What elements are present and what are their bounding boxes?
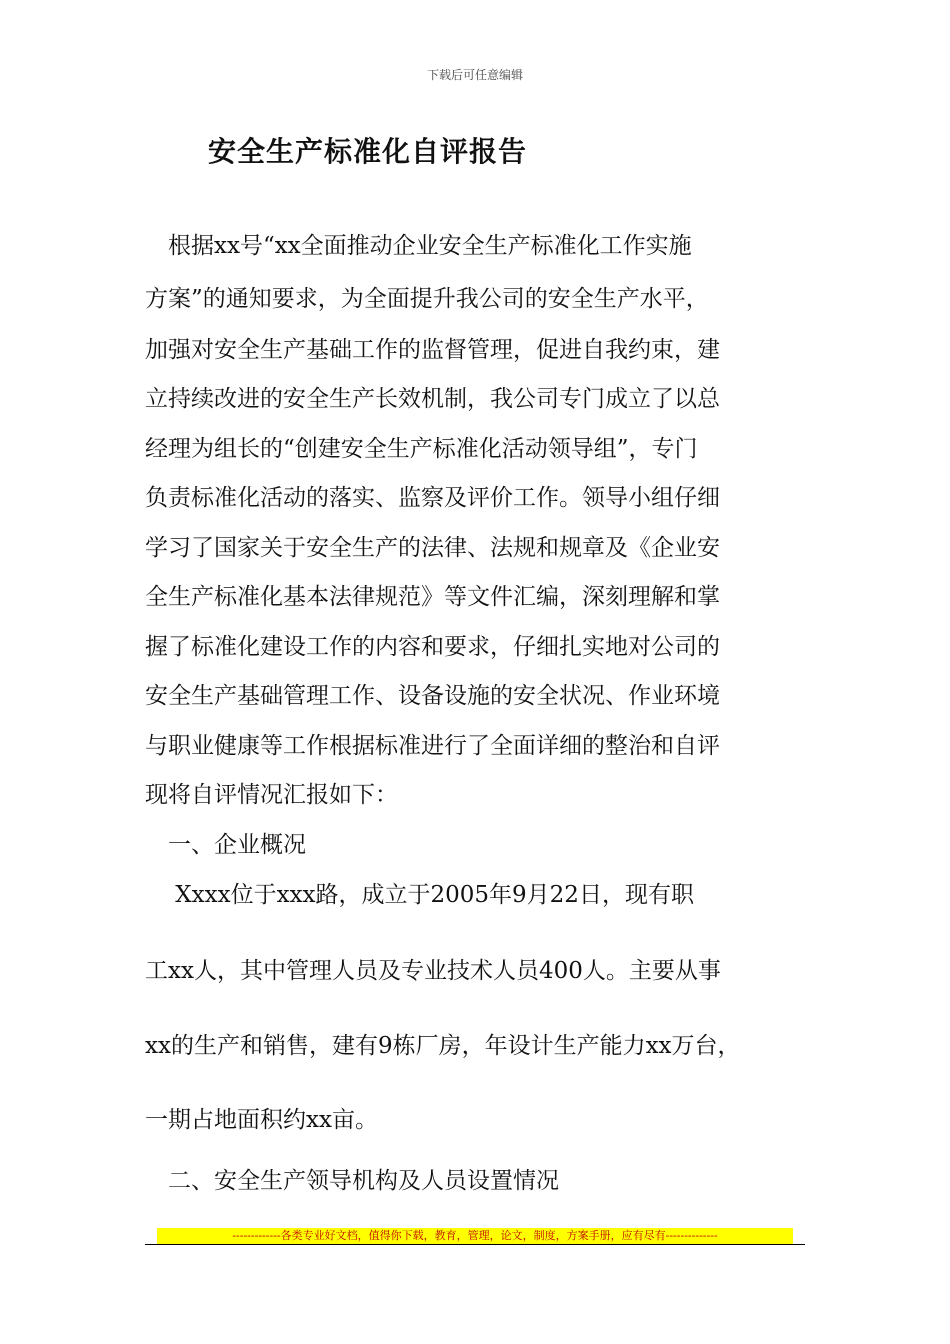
paragraph-line: 根据xx号“xx全面推动企业安全生产标准化工作实施	[145, 233, 692, 259]
footer-divider	[145, 1244, 805, 1245]
footer-banner: -------------各类专业好文档，值得你下载，教育，管理，论文，制度，方案手册，应有尽有--------------	[157, 1228, 793, 1244]
section-heading-company-overview: 一、企业概况	[145, 832, 306, 858]
paragraph-line: xx的生产和销售，建有9栋厂房，年设计生产能力xx万台，	[145, 1033, 741, 1059]
document-title: 安全生产标准化自评报告	[208, 135, 528, 168]
paragraph-line: Xxxx位于xxx路，成立于2005年9月22日，现有职	[145, 882, 694, 908]
paragraph-line: 学习了国家关于安全生产的法律、法规和规章及《企业安	[145, 535, 720, 561]
paragraph-line: 加强对安全生产基础工作的监督管理，促进自我约束，建	[145, 337, 720, 363]
paragraph-line: 立持续改进的安全生产长效机制，我公司专门成立了以总	[145, 386, 720, 412]
paragraph-line: 全生产标准化基本法律规范》等文件汇编，深刻理解和掌	[145, 584, 720, 610]
paragraph-line: 一期占地面积约xx亩。	[145, 1107, 378, 1133]
paragraph-line: 与职业健康等工作根据标准进行了全面详细的整治和自评	[145, 733, 720, 759]
paragraph-line: 现将自评情况汇报如下：	[145, 782, 398, 808]
paragraph-line: 工xx人，其中管理人员及专业技术人员400人。主要从事	[145, 958, 721, 984]
page-header-note: 下载后可任意编辑	[426, 68, 523, 82]
paragraph-line: 握了标准化建设工作的内容和要求，仔细扎实地对公司的	[145, 634, 720, 660]
section-heading-safety-organization: 二、安全生产领导机构及人员设置情况	[145, 1168, 559, 1194]
paragraph-line: 方案”的通知要求，为全面提升我公司的安全生产水平，	[145, 286, 709, 312]
paragraph-line: 经理为组长的“创建安全生产标准化活动领导组”，专门	[145, 436, 698, 462]
paragraph-line: 负责标准化活动的落实、监察及评价工作。领导小组仔细	[145, 485, 720, 511]
paragraph-line: 安全生产基础管理工作、设备设施的安全状况、作业环境	[145, 683, 720, 709]
